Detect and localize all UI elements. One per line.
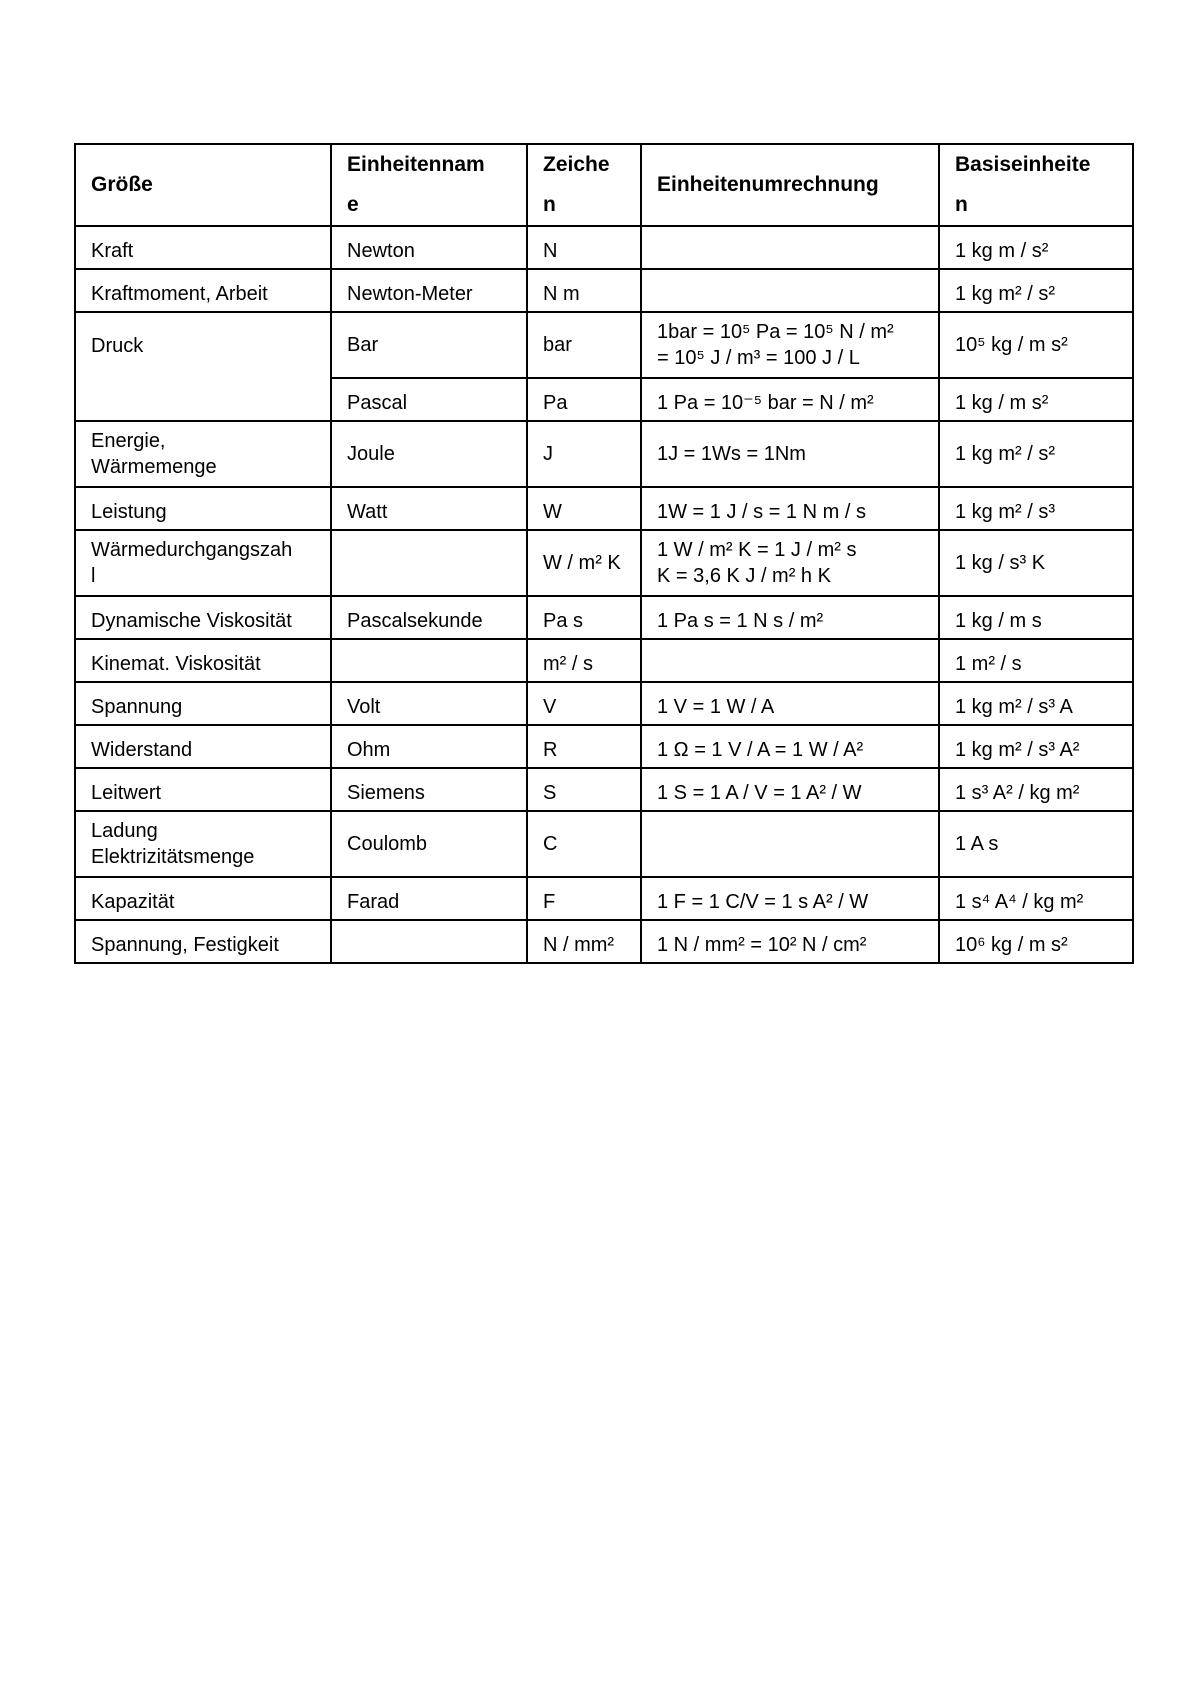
cell-symbol: S xyxy=(527,768,641,811)
table-row xyxy=(75,877,1133,920)
cell-conversion: 1 N / mm² = 10² N / cm² xyxy=(641,920,939,963)
table-row xyxy=(75,226,1133,269)
cell-quantity: Wärmedurchgangszah l xyxy=(75,530,331,596)
cell-unit-name: Joule xyxy=(331,421,527,487)
cell-unit-name: Volt xyxy=(331,682,527,725)
cell-unit-name xyxy=(331,920,527,963)
cell-conversion: 1 Pa = 10⁻⁵ bar = N / m² xyxy=(641,378,939,421)
cell-symbol: Pa s xyxy=(527,596,641,639)
cell-symbol: W xyxy=(527,487,641,530)
table-row xyxy=(75,811,1133,877)
header-conversion: Einheitenumrechnung xyxy=(641,144,939,226)
table-row xyxy=(75,421,1133,487)
cell-quantity: Kraftmoment, Arbeit xyxy=(75,269,331,312)
cell-conversion xyxy=(641,269,939,312)
cell-symbol: F xyxy=(527,877,641,920)
table-header xyxy=(75,144,1133,226)
table-row xyxy=(75,920,1133,963)
cell-base-units: 1 kg m² / s² xyxy=(939,421,1133,487)
cell-symbol: N / mm² xyxy=(527,920,641,963)
cell-base-units: 1 kg / s³ K xyxy=(939,530,1133,596)
cell-conversion: 1 Ω = 1 V / A = 1 W / A² xyxy=(641,725,939,768)
table-row xyxy=(75,596,1133,639)
table-row xyxy=(75,312,1133,378)
table-body xyxy=(75,226,1133,963)
header-row xyxy=(75,144,1133,226)
cell-unit-name: Watt xyxy=(331,487,527,530)
header-symbol: Zeiche n xyxy=(527,144,641,226)
table-row xyxy=(75,639,1133,682)
cell-symbol: R xyxy=(527,725,641,768)
cell-unit-name xyxy=(331,530,527,596)
cell-unit-name: Farad xyxy=(331,877,527,920)
cell-symbol: W / m² K xyxy=(527,530,641,596)
cell-unit-name xyxy=(331,639,527,682)
cell-quantity: Leistung xyxy=(75,487,331,530)
cell-quantity: Dynamische Viskosität xyxy=(75,596,331,639)
cell-unit-name: Coulomb xyxy=(331,811,527,877)
cell-quantity: Kapazität xyxy=(75,877,331,920)
cell-quantity: Druck xyxy=(75,312,331,421)
cell-unit-name: Siemens xyxy=(331,768,527,811)
cell-unit-name: Ohm xyxy=(331,725,527,768)
cell-base-units: 1 kg / m s² xyxy=(939,378,1133,421)
table-row xyxy=(75,725,1133,768)
cell-conversion: 1 W / m² K = 1 J / m² s K = 3,6 K J / m² h K xyxy=(641,530,939,596)
cell-unit-name: Bar xyxy=(331,312,527,378)
cell-unit-name: Newton xyxy=(331,226,527,269)
cell-symbol: J xyxy=(527,421,641,487)
cell-conversion: 1bar = 10⁵ Pa = 10⁵ N / m² = 10⁵ J / m³ = 100 J / L xyxy=(641,312,939,378)
cell-base-units: 1 s³ A² / kg m² xyxy=(939,768,1133,811)
cell-quantity: Spannung, Festigkeit xyxy=(75,920,331,963)
cell-base-units: 1 A s xyxy=(939,811,1133,877)
header-base-units: Basiseinheite n xyxy=(939,144,1133,226)
cell-base-units: 1 m² / s xyxy=(939,639,1133,682)
cell-base-units: 10⁵ kg / m s² xyxy=(939,312,1133,378)
cell-conversion: 1 V = 1 W / A xyxy=(641,682,939,725)
cell-unit-name: Newton-Meter xyxy=(331,269,527,312)
cell-quantity: Kinemat. Viskosität xyxy=(75,639,331,682)
cell-base-units: 1 kg m² / s² xyxy=(939,269,1133,312)
cell-quantity: Widerstand xyxy=(75,725,331,768)
cell-symbol: V xyxy=(527,682,641,725)
header-unit-name: Einheitennam e xyxy=(331,144,527,226)
cell-quantity: Leitwert xyxy=(75,768,331,811)
cell-conversion: 1 F = 1 C/V = 1 s A² / W xyxy=(641,877,939,920)
table-row xyxy=(75,682,1133,725)
cell-unit-name: Pascal xyxy=(331,378,527,421)
cell-symbol: N xyxy=(527,226,641,269)
cell-symbol: Pa xyxy=(527,378,641,421)
cell-conversion xyxy=(641,226,939,269)
cell-symbol: N m xyxy=(527,269,641,312)
cell-symbol: bar xyxy=(527,312,641,378)
table-row xyxy=(75,487,1133,530)
header-quantity: Größe xyxy=(75,144,331,226)
cell-conversion: 1J = 1Ws = 1Nm xyxy=(641,421,939,487)
cell-conversion: 1W = 1 J / s = 1 N m / s xyxy=(641,487,939,530)
units-table xyxy=(74,143,1134,964)
cell-base-units: 1 s⁴ A⁴ / kg m² xyxy=(939,877,1133,920)
cell-symbol: m² / s xyxy=(527,639,641,682)
cell-conversion xyxy=(641,639,939,682)
cell-base-units: 1 kg m² / s³ xyxy=(939,487,1133,530)
cell-conversion: 1 S = 1 A / V = 1 A² / W xyxy=(641,768,939,811)
cell-base-units: 1 kg / m s xyxy=(939,596,1133,639)
table-row xyxy=(75,269,1133,312)
cell-base-units: 1 kg m / s² xyxy=(939,226,1133,269)
cell-base-units: 10⁶ kg / m s² xyxy=(939,920,1133,963)
table-row xyxy=(75,768,1133,811)
cell-conversion xyxy=(641,811,939,877)
cell-unit-name: Pascalsekunde xyxy=(331,596,527,639)
cell-conversion: 1 Pa s = 1 N s / m² xyxy=(641,596,939,639)
cell-quantity: Energie, Wärmemenge xyxy=(75,421,331,487)
cell-base-units: 1 kg m² / s³ A² xyxy=(939,725,1133,768)
cell-quantity: Ladung Elektrizitätsmenge xyxy=(75,811,331,877)
cell-quantity: Kraft xyxy=(75,226,331,269)
table-row xyxy=(75,530,1133,596)
cell-symbol: C xyxy=(527,811,641,877)
cell-quantity: Spannung xyxy=(75,682,331,725)
cell-base-units: 1 kg m² / s³ A xyxy=(939,682,1133,725)
